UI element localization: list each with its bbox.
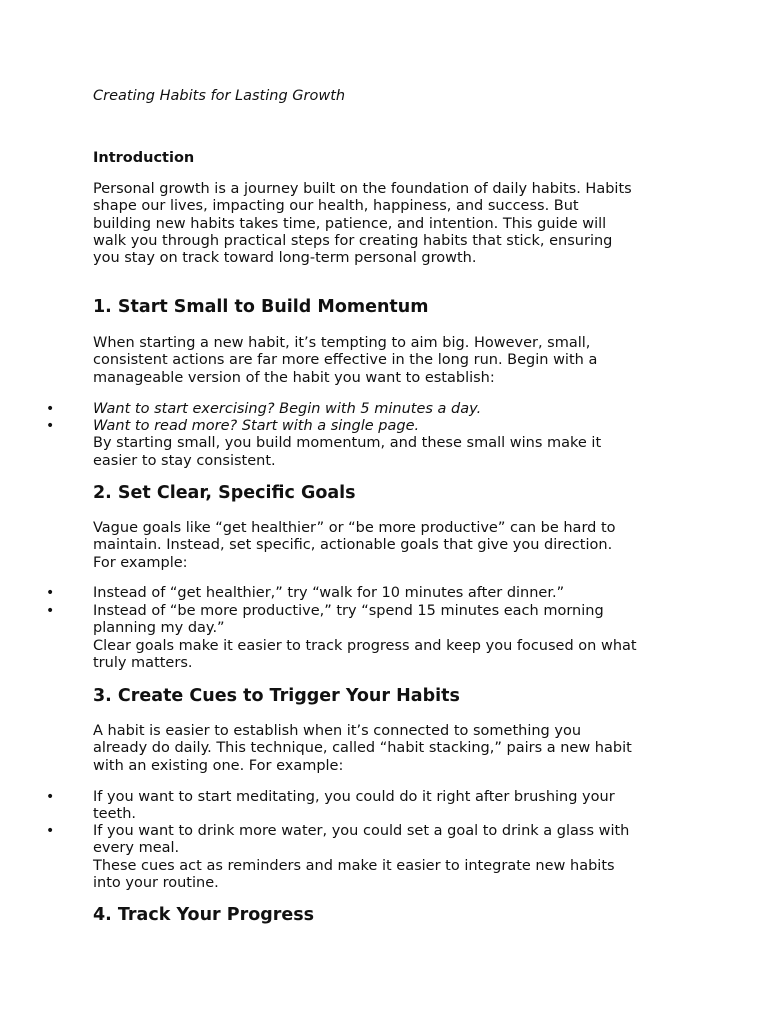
bullet-line: If you want to start meditating, you could do it right after brushing your (93, 789, 615, 805)
lead-line: consistent actions are far more effective in the long run. Begin with a (93, 352, 598, 369)
lead-line: A habit is easier to establish when it’s connected to something you (93, 723, 582, 739)
lead-line: with an existing one. For example: (93, 757, 344, 774)
bullet-line: Want to read more? Start with a single page. (93, 418, 420, 434)
section-1-lead (93, 335, 693, 387)
section-heading-4: 4. Track Your Progress (93, 905, 315, 925)
intro-line: building new habits takes time, patience, and intention. This guide will (93, 215, 607, 232)
bullet-line: Clear goals make it easier to track progress and keep you focused on what (93, 637, 637, 654)
intro-paragraph (93, 181, 693, 267)
lead-line: maintain. Instead, set specific, actionable goals that give you direction. (93, 537, 613, 554)
bullet-line: These cues act as reminders and make it easier to integrate new habits (93, 857, 615, 874)
bullet-icon: • (46, 823, 55, 839)
section-heading-3: 3. Create Cues to Trigger Your Habits (93, 686, 460, 706)
bullet-line: easier to stay consistent. (93, 452, 276, 469)
bullet-line: Want to start exercising? Begin with 5 minutes a day. (93, 401, 482, 417)
bullet-line: Instead of “be more productive,” try “spend 15 minutes each morning (93, 603, 604, 619)
lead-line: When starting a new habit, it’s tempting to aim big. However, small, (93, 335, 591, 351)
lead-line: For example: (93, 554, 188, 571)
bullet-icon: • (46, 401, 55, 417)
bullet-line: Instead of “get healthier,” try “walk for 10 minutes after dinner.” (93, 585, 565, 601)
bullet-line: into your routine. (93, 874, 219, 891)
section-2-lead (93, 520, 693, 572)
bullet-icon: • (46, 603, 55, 619)
document-title: Creating Habits for Lasting Growth (93, 88, 346, 104)
section-heading-1: 1. Start Small to Build Momentum (93, 297, 429, 317)
bullet-icon: • (46, 585, 55, 601)
bullet-icon: • (46, 418, 55, 434)
intro-line: you stay on track toward long-term personal growth. (93, 250, 477, 267)
bullet-icon: • (46, 789, 55, 805)
lead-line: manageable version of the habit you want to establish: (93, 369, 495, 386)
intro-line: walk you through practical steps for creating habits that stick, ensuring (93, 232, 613, 249)
intro-heading: Introduction (93, 150, 195, 166)
bullet-line: every meal. (93, 840, 180, 857)
bullet-line: If you want to drink more water, you could set a goal to drink a glass with (93, 823, 630, 839)
bullet-line: By starting small, you build momentum, and these small wins make it (93, 435, 602, 452)
bullet-line: truly matters. (93, 654, 193, 671)
intro-line: shape our lives, impacting our health, happiness, and success. But (93, 198, 579, 215)
bullet-line: teeth. (93, 806, 137, 823)
section-3-lead (93, 723, 693, 775)
lead-line: already do daily. This technique, called “habit stacking,” pairs a new habit (93, 740, 632, 757)
section-heading-2: 2. Set Clear, Specific Goals (93, 483, 356, 503)
lead-line: Vague goals like “get healthier” or “be more productive” can be hard to (93, 520, 616, 536)
bullet-line: planning my day.” (93, 620, 225, 637)
intro-line: Personal growth is a journey built on the foundation of daily habits. Habits (93, 181, 632, 197)
